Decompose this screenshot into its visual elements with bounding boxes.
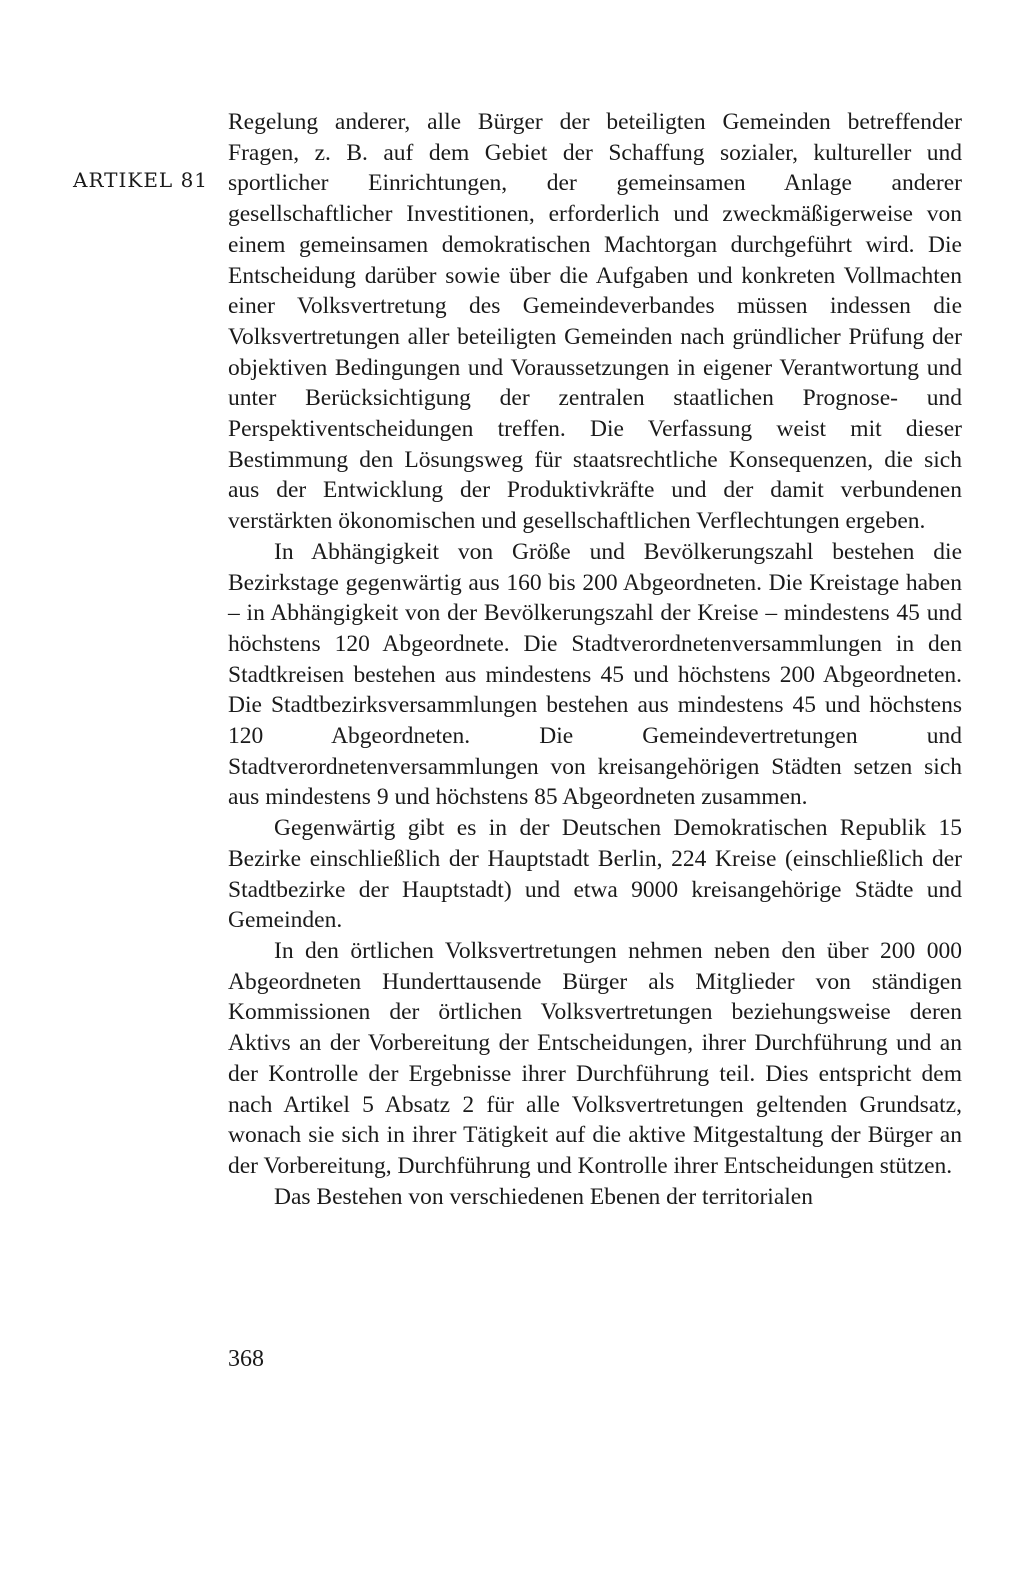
paragraph: Das Bestehen von verschiedenen Ebenen der territorialen [274, 1183, 813, 1210]
body-text [228, 107, 962, 1212]
paragraph: Gegenwärtig gibt es in der Deutschen Demokratischen Republik 15 Bezirke einschließlich der Hauptstadt Berlin, 224 Kreise (einschließlich der Stadtbezirke der Hauptstadt) und etwa 9000 kreisangehörige Städte und Gemeinden. [228, 815, 962, 934]
margin-label-article: ARTIKEL 81 [73, 168, 209, 192]
paragraph: In den örtlichen Volksvertretungen nehmen neben den über 200 000 Abgeordneten Hunderttausende Bürger als Mitglieder von ständigen Kommissionen der örtlichen Volksvertretungen beziehungsweise deren Aktivs an der Vorbereitung der Entscheidungen, ihrer Durchführung und an der Kontrolle der Ergebnisse ihrer Durchführung teil. Dies entspricht dem nach Artikel 5 Absatz 2 für alle Volksvertretungen geltenden Grundsatz, wonach sie sich in ihrer Tätigkeit auf die aktive Mitgestaltung der Bürger an der Vorbereitung, Durchführung und Kontrolle ihrer Entscheidungen stützen. [228, 937, 962, 1179]
page-number: 368 [228, 1346, 264, 1372]
paragraph: Regelung anderer, alle Bürger der beteiligten Gemeinden betreffender Fragen, z. B. auf dem Gebiet der Schaffung sozialer, kultureller und sportlicher Einrichtungen, der gemeinsamen Anlage anderer gesellschaftlicher Investitionen, erforderlich und zweckmäßigerweise von einem gemeinsamen demokratischen Machtorgan durchgeführt wird. Die Entscheidung darüber sowie über die Aufgaben und konkreten Vollmachten einer Volksvertretung des Gemeindeverbandes müssen indessen die Volksvertretungen aller beteiligten Gemeinden nach gründlicher Prüfung der objektiven Bedingungen und Voraussetzungen in eigener Verantwortung und unter Berücksichtigung der zentralen staatlichen Prognose- und Perspektiventscheidungen treffen. Die Verfassung weist mit dieser Bestimmung den Lösungsweg für staatsrechtliche Konsequenzen, die sich aus der Entwicklung der Produktivkräfte und der damit verbundenen verstärkten ökonomischen und gesellschaftlichen Verflechtungen ergeben. [228, 109, 962, 535]
paragraph: In Abhängigkeit von Größe und Bevölkerungszahl bestehen die Bezirkstage gegenwärtig aus 160 bis 200 Abgeordneten. Die Kreistage haben – in Abhängigkeit von der Bevölkerungszahl der Kreise – mindestens 45 und höchstens 120 Abgeordnete. Die Stadtverordnetenversammlungen in den Stadtkreisen bestehen aus mindestens 45 und höchstens 200 Abgeordneten. Die Stadtbezirksversammlungen bestehen aus mindestens 45 und höchstens 120 Abgeordneten. Die Gemeindevertretungen und Stadtverordnetenversammlungen von kreisangehörigen Städten setzen sich aus mindestens 9 und höchstens 85 Abgeordneten zusammen. [228, 538, 962, 811]
